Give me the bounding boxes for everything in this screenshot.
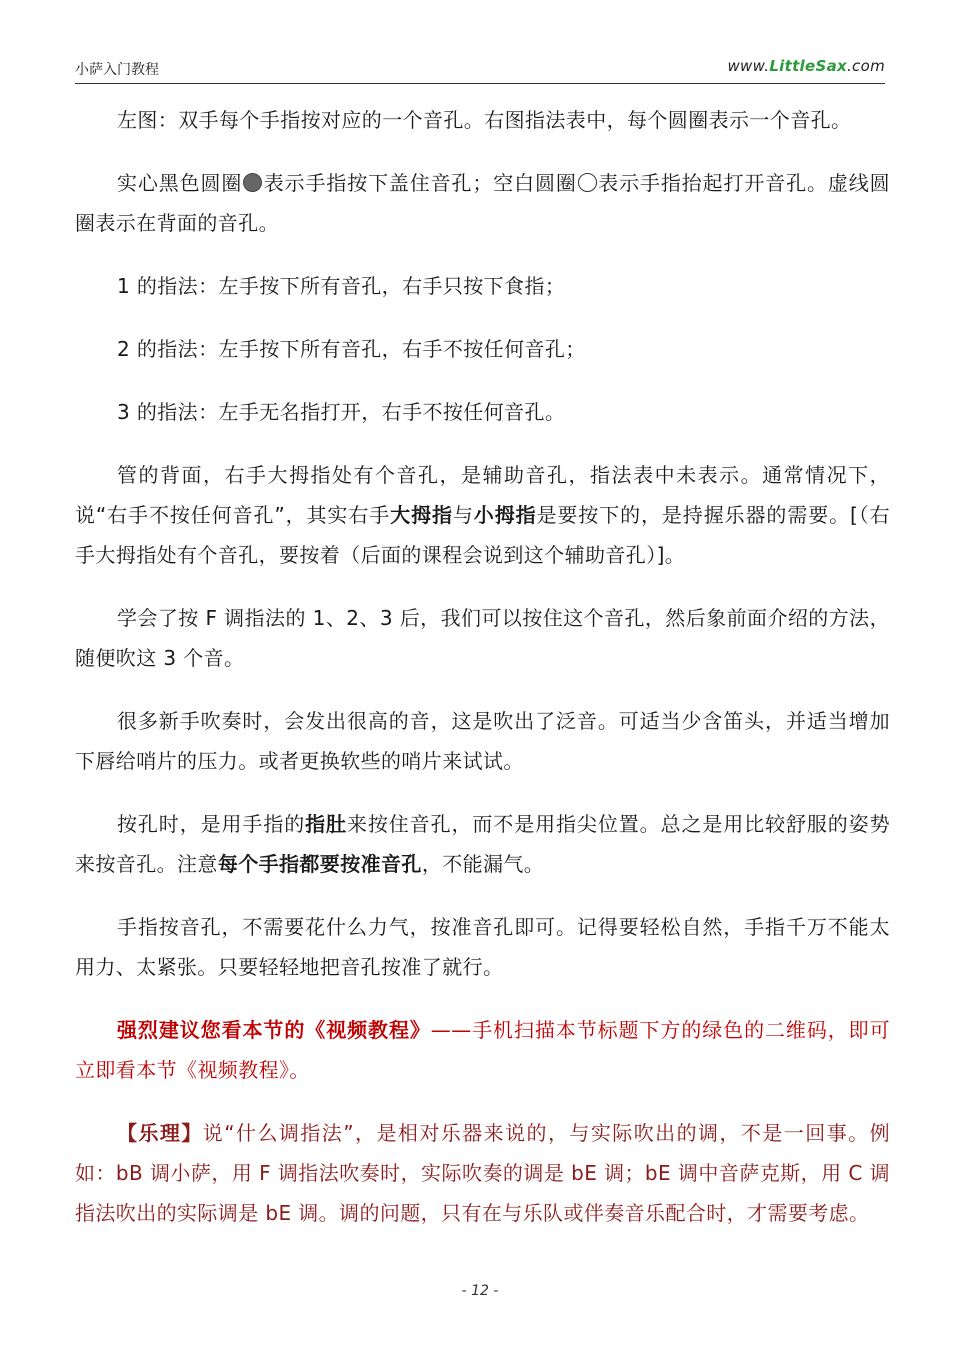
url-prefix: www. xyxy=(727,57,770,75)
p9-text-a: 按孔时，是用手指的 xyxy=(117,812,306,836)
paragraph-9 xyxy=(75,804,890,884)
body-content xyxy=(75,100,890,1256)
paragraph-12-music-theory xyxy=(75,1113,890,1233)
p6-bold-thumb: 大拇指 xyxy=(390,503,453,527)
p11-bold-recommend: 强烈建议您看本节的《视频教程》 xyxy=(117,1018,431,1042)
p6-text-a: 管的背面，右手大拇指处有个音孔，是辅助音孔，指法表中未表示。通常情况下，说“右手不按任何音孔”，其实右手 xyxy=(75,463,890,527)
p12-text-b: 说“什么调指法”，是相对乐器来说的，与实际吹出的调，不是一回事。例如：bB 调小萨，用 F 调指法吹奏时，实际吹奏的调是 bE 调；bE 调中音萨克斯，用 C 调指法吹出的实际调是 bE 调。调的问题，只有在与乐队或伴奏音乐配合时，才需要考虑。 xyxy=(75,1121,890,1225)
paragraph-3: 1 的指法：左手按下所有音孔，右手只按下食指； xyxy=(117,274,566,298)
page-number: - 12 - xyxy=(461,1283,499,1299)
p6-text-c: 与 xyxy=(452,503,474,527)
url-suffix: .com xyxy=(846,57,885,75)
paragraph-4: 2 的指法：左手按下所有音孔，右手不按任何音孔； xyxy=(117,337,586,361)
p6-text-e: 是要按下的，是持握乐器的需要。[（右手大拇指处有个音孔，要按着（后面的课程会说到这个辅助音孔）]。 xyxy=(75,503,891,567)
p2-text-c: 表示手指抬起打开音孔。虚线圆圈表示在背面的音孔。 xyxy=(75,171,891,235)
paragraph-1: 左图：双手每个手指按对应的一个音孔。右图指法表中，每个圆圈表示一个音孔。 xyxy=(117,108,852,132)
p9-bold-every-finger: 每个手指都要按准音孔 xyxy=(217,852,422,876)
url-sax: Sax xyxy=(815,57,847,75)
paragraph-2 xyxy=(75,163,890,243)
p2-text-b: 表示手指按下盖住音孔；空白圆圈 xyxy=(263,171,577,195)
p12-bold-label: 【乐理】 xyxy=(117,1121,203,1145)
paragraph-11-video-note xyxy=(75,1010,890,1090)
page-header xyxy=(75,55,885,84)
url-little: Little xyxy=(769,57,816,75)
paragraph-7: 学会了按 F 调指法的 1、2、3 后，我们可以按住这个音孔，然后象前面介绍的方法，随便吹这 3 个音。 xyxy=(75,606,890,670)
header-title: 小萨入门教程 xyxy=(75,62,159,78)
p9-text-e: ，不能漏气。 xyxy=(421,852,545,876)
paragraph-8: 很多新手吹奏时，会发出很高的音，这是吹出了泛音。可适当少含笛头，并适当增加下唇给哨片的压力。或者更换软些的哨片来试试。 xyxy=(75,709,890,773)
p11-text-b: ——手机扫描本节标题下方的绿色的二维码，即可立即看本节《视频教程》。 xyxy=(75,1018,890,1082)
paragraph-10: 手指按音孔，不需要花什么力气，按准音孔即可。记得要轻松自然，手指千万不能太用力、太紧张。只要轻轻地把音孔按准了就行。 xyxy=(75,915,890,979)
paragraph-6 xyxy=(75,455,890,575)
p9-bold-pad: 指肚 xyxy=(305,812,347,836)
p6-bold-pinky: 小拇指 xyxy=(473,503,537,527)
empty-circle-icon xyxy=(578,173,597,192)
header-url[interactable] xyxy=(727,57,885,75)
paragraph-5: 3 的指法：左手无名指打开，右手不按任何音孔。 xyxy=(117,400,566,424)
p2-text-a: 实心黑色圆圈 xyxy=(117,171,243,195)
p9-text-c: 来按住音孔，而不是用指尖位置。总之是用比较舒服的姿势来按音孔。注意 xyxy=(75,812,890,876)
filled-circle-icon xyxy=(243,173,262,192)
